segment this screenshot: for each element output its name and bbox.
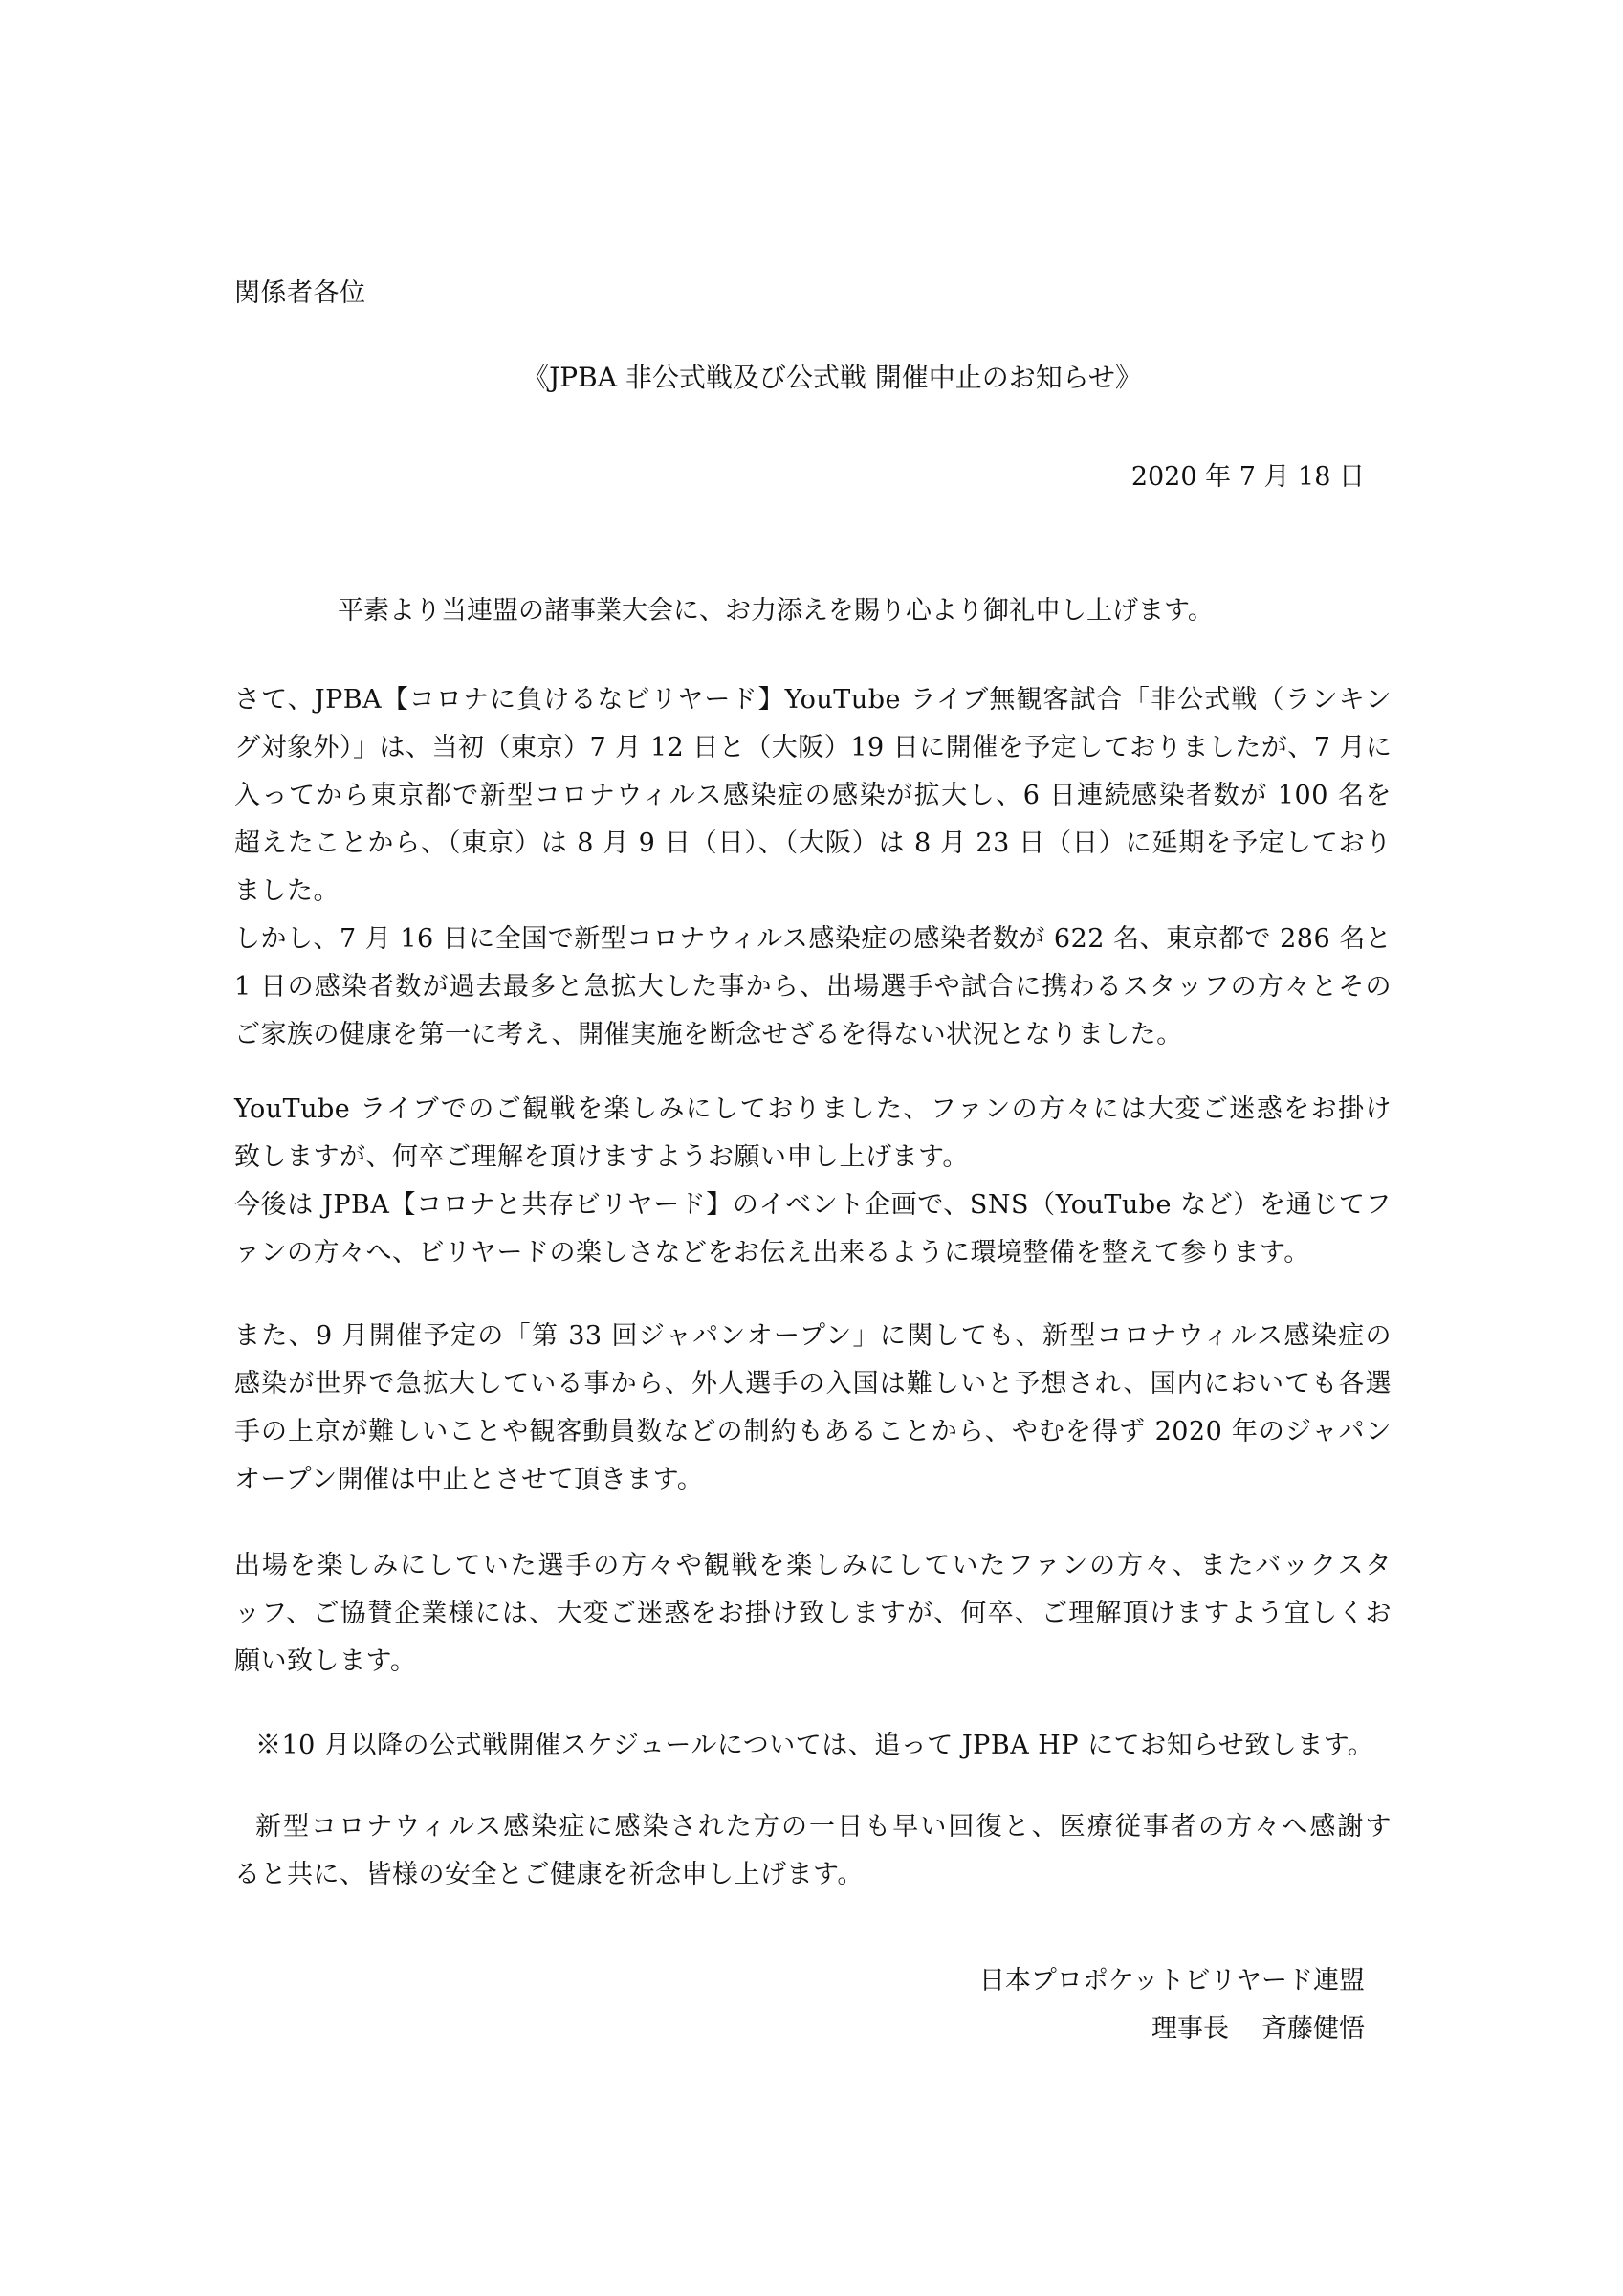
issue-date: 2020 年 7 月 18 日 — [1130, 462, 1365, 492]
paragraph-line: 感染が世界で急拡大している事から、外人選手の入国は難しいと予想され、国内においても各選 — [234, 1369, 1392, 1399]
paragraph-apology — [234, 1542, 1392, 1686]
paragraph-line: YouTube ライブでのご観戦を楽しみにしておりました、ファンの方々には大変ご迷惑をお掛け — [234, 1094, 1392, 1124]
note-line: ※10 月以降の公式戦開催スケジュールについては、追って JPBA HP にてお知らせ致します。 — [255, 1731, 1374, 1760]
signature-role: 理事長 — [1151, 2014, 1229, 2043]
signature-person-line — [979, 2005, 1365, 2053]
paragraph-line: ッフ、ご協賛企業様には、大変ご迷惑をお掛け致しますが、何卒、ご理解頂けますよう宜しくお — [234, 1599, 1392, 1628]
paragraph-line: オープン開催は中止とさせて頂きます。 — [234, 1465, 704, 1494]
paragraph-line: ました。 — [234, 876, 340, 906]
paragraph-youtube-apology — [234, 1086, 1392, 1277]
paragraph-line: ると共に、皆様の安全とご健康を祈念申し上げます。 — [234, 1860, 864, 1889]
paragraph-line: ご家族の健康を第一に考え、開催実施を断念せざるを得ない状況となりました。 — [234, 1020, 1183, 1049]
paragraph-line: ァンの方々へ、ビリヤードの楽しさなどをお伝え出来るように環境整備を整えて参ります。 — [234, 1238, 1310, 1268]
paragraph-line: 今後は JPBA【コロナと共存ビリヤード】のイベント企画で、SNS（YouTube など）を通じてフ — [234, 1190, 1392, 1220]
signature-block — [979, 1957, 1365, 2053]
paragraph-line: 出場を楽しみにしていた選手の方々や観戦を楽しみにしていたファンの方々、またバックスタ — [234, 1551, 1392, 1580]
document-title: 《JPBA 非公式戦及び公式戦 開催中止のお知らせ》 — [522, 362, 1142, 393]
paragraph-line: 入ってから東京都で新型コロナウィルス感染症の感染が拡大し、6 日連続感染者数が 100 名を — [234, 781, 1392, 810]
paragraph-japan-open — [234, 1313, 1392, 1504]
paragraph-line: また、9 月開催予定の「第 33 回ジャパンオープン」に関しても、新型コロナウィルス感染症の — [234, 1321, 1392, 1351]
paragraph-line: 手の上京が難しいことや観客動員数などの制約もあることから、やむを得ず 2020 年のジャパン — [234, 1417, 1392, 1446]
paragraph-line: 致しますが、何卒ご理解を頂けますようお願い申し上げます。 — [234, 1142, 969, 1172]
paragraph-closing — [234, 1803, 1392, 1899]
paragraph-line: しかし、7 月 16 日に全国で新型コロナウィルス感染症の感染者数が 622 名、東京都で 286 名と — [234, 924, 1393, 954]
paragraph-line: 超えたことから、（東京）は 8 月 9 日（日）、（大阪）は 8 月 23 日（日）に延期を予定しており — [234, 828, 1392, 858]
addressee: 関係者各位 — [234, 278, 366, 308]
paragraph-line: グ対象外）」は、当初（東京）7 月 12 日と（大阪）19 日に開催を予定しておりましたが、7 月に — [234, 733, 1393, 762]
paragraph-line: さて、JPBA【コロナに負けるなビリヤード】YouTube ライブ無観客試合「非公式戦（ランキン — [234, 685, 1392, 715]
schedule-note — [234, 1722, 1392, 1770]
paragraph-line: 1 日の感染者数が過去最多と急拡大した事から、出場選手や試合に携わるスタッフの方々とその — [234, 972, 1392, 1002]
signature-name: 斉藤健悟 — [1261, 2014, 1365, 2043]
signature-organization: 日本プロポケットビリヤード連盟 — [978, 1966, 1365, 1996]
greeting: 平素より当連盟の諸事業大会に、お力添えを賜り心より御礼申し上げます。 — [338, 596, 1214, 626]
paragraph-postponement — [234, 676, 1392, 1059]
paragraph-line: 願い致します。 — [234, 1646, 417, 1676]
paragraph-line: 新型コロナウィルス感染症に感染された方の一日も早い回復と、医療従事者の方々へ感謝す — [255, 1812, 1392, 1842]
